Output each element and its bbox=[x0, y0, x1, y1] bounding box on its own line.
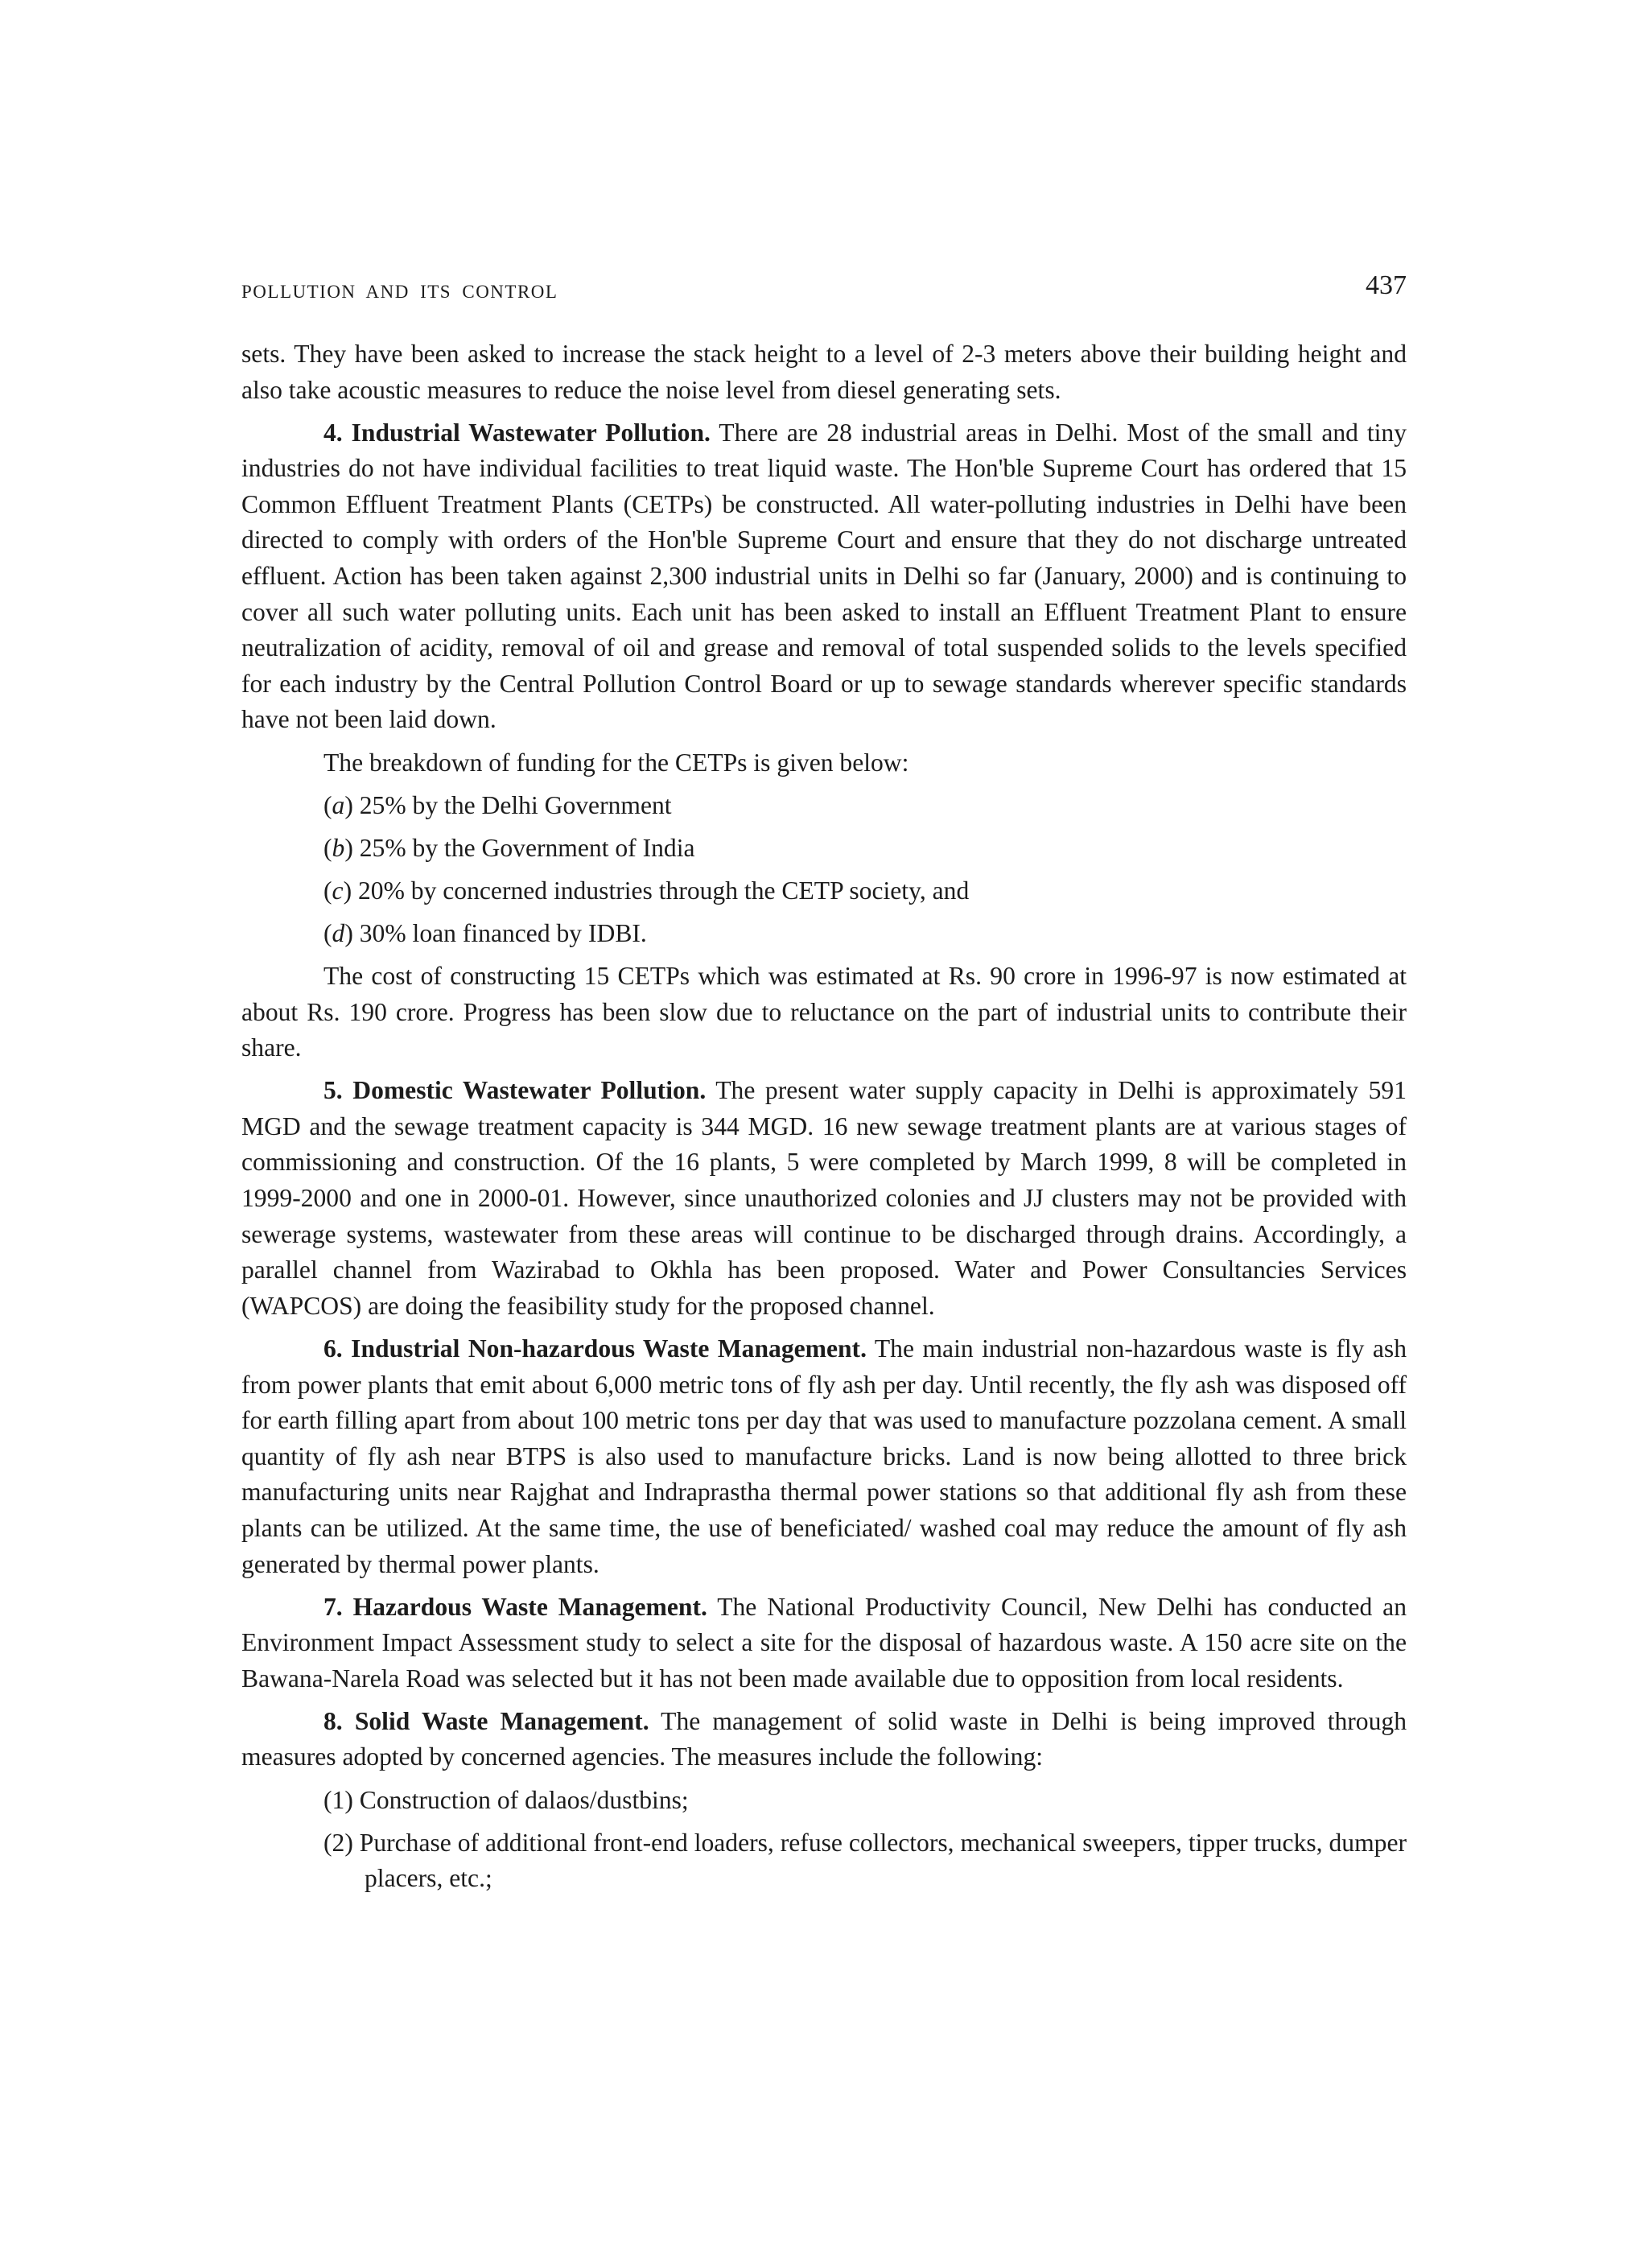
list-item-text: 25% by the Delhi Government bbox=[359, 790, 672, 819]
section-domestic-wastewater bbox=[241, 1073, 1407, 1324]
section-heading: 4. Industrial Wastewater Pollution. bbox=[323, 418, 711, 447]
paragraph-text: There are 28 industrial areas in Delhi. Most of the small and tiny industries do not have individual facilities to treat liquid waste. The Hon'ble Supreme Court has ordered that 15 Common Effluent Treatment Plants (CETPs) be constructed. All water-polluting industries in Delhi have been directed to comply with orders of the Hon'ble Supreme Court and ensure that they do not discharge untreated effluent. Action has been taken against 2,300 industrial units in Delhi so far (January, 2000) and is continuing to cover all such water polluting units. Each unit has been asked to install an Effluent Treatment Plant to ensure neutralization of acidity, removal of oil and grease and removal of total suspended solids to the levels specified for each industry by the Central Pollution Control Board or up to sewage standards wherever specific standards have not been laid down. bbox=[241, 418, 1407, 734]
list-item-label: c bbox=[332, 876, 344, 905]
section-heading: 7. Hazardous Waste Management. bbox=[323, 1592, 707, 1621]
paragraph-text: The present water supply capacity in Delhi is approximately 591 MGD and the sewage treatment capacity is 344 MGD. 16 new sewage treatment plants are at various stages of commissioning and construction. Of the 16 plants, 5 were completed by March 1999, 8 will be completed in 1999-2000 and one in 2000-01. However, since unauthorized colonies and JJ clusters may not be provided with sewerage systems, wastewater from these areas will continue to be discharged through drains. Accordingly, a parallel channel from Wazirabad to Okhla has been proposed. Water and Power Consultancies Services (WAPCOS) are doing the feasibility study for the proposed channel. bbox=[241, 1076, 1407, 1320]
cetp-cost-paragraph bbox=[241, 959, 1407, 1066]
section-solid-waste bbox=[241, 1704, 1407, 1775]
list-item-text: 20% by concerned industries through the CETP society, and bbox=[357, 876, 970, 905]
section-industrial-wastewater bbox=[241, 415, 1407, 738]
section-heading: 5. Domestic Wastewater Pollution. bbox=[323, 1076, 707, 1105]
page-number: 437 bbox=[1366, 270, 1407, 300]
paragraph-text: sets. They have been asked to increase the stack height to a level of 2-3 meters above their building height and also take acoustic measures to reduce the noise level from diesel generating sets. bbox=[241, 340, 1407, 404]
list-item bbox=[323, 1825, 1407, 1897]
paragraph-text: The main industrial non-hazardous waste is fly ash from power plants that emit about 6,000 metric tons of fly ash per day. Until recently, the fly ash was disposed off for earth filling apart from about 100 metric tons per day that was used to manufacture pozzolana cement. A small quantity of fly ash near BTPS is also used to manufacture bricks. Land is now being allotted to three brick manufacturing units near Rajghat and Indraprastha thermal power stations so that additional fly ash from these plants can be utilized. At the same time, the use of beneficiated/ washed coal may reduce the amount of fly ash generated by thermal power plants. bbox=[241, 1334, 1407, 1578]
running-head: POLLUTION AND ITS CONTROL bbox=[241, 282, 558, 302]
section-heading: 8. Solid Waste Management. bbox=[323, 1706, 649, 1735]
continued-paragraph bbox=[241, 336, 1407, 408]
page-body bbox=[241, 336, 1407, 1903]
list-item-text: Construction of dalaos/dustbins; bbox=[359, 1785, 689, 1814]
paragraph-text: The breakdown of funding for the CETPs is given below: bbox=[323, 748, 909, 777]
list-item-label: b bbox=[332, 833, 345, 862]
section-hazardous-waste bbox=[241, 1590, 1407, 1697]
list-item: (a) 25% by the Delhi Government bbox=[323, 790, 672, 819]
list-item-text: 30% loan financed by IDBI. bbox=[359, 918, 647, 947]
paragraph-text: The cost of constructing 15 CETPs which was estimated at Rs. 90 crore in 1996-97 is now estimated at about Rs. 190 crore. Progress has been slow due to reluctance on the part of industrial units to contribute their share. bbox=[241, 962, 1407, 1062]
list-item-text: 25% by the Government of India bbox=[359, 833, 695, 862]
list-item-label: a bbox=[332, 790, 345, 819]
paragraph-text: The National Productivity Council, New Delhi has conducted an Environment Impact Assessment study to select a site for the disposal of hazardous waste. A 150 acre site on the Bawana-Narela Road was selected but it has not been made available due to opposition from local residents. bbox=[241, 1592, 1407, 1693]
list-item bbox=[323, 1783, 1407, 1819]
list-item-label: (2) bbox=[323, 1828, 360, 1857]
list-item-text: Purchase of additional front-end loaders, refuse collectors, mechanical sweepers, tipper trucks, dumper placers, etc.; bbox=[359, 1828, 1407, 1893]
paragraph-text: The management of solid waste in Delhi is being improved through measures adopted by concerned agencies. The measures include the following: bbox=[241, 1706, 1407, 1771]
list-item-label: (1) bbox=[323, 1785, 360, 1814]
list-item: (c) 20% by concerned industries through the CETP society, and bbox=[323, 876, 970, 905]
section-non-hazardous-waste bbox=[241, 1331, 1407, 1582]
list-item: (d) 30% loan financed by IDBI. bbox=[323, 918, 647, 947]
page-header bbox=[241, 270, 1407, 312]
section-heading: 6. Industrial Non-hazardous Waste Management. bbox=[323, 1334, 867, 1363]
list-item-label: d bbox=[332, 918, 345, 947]
list-item: (b) 25% by the Government of India bbox=[323, 833, 695, 862]
funding-intro bbox=[241, 745, 1407, 781]
